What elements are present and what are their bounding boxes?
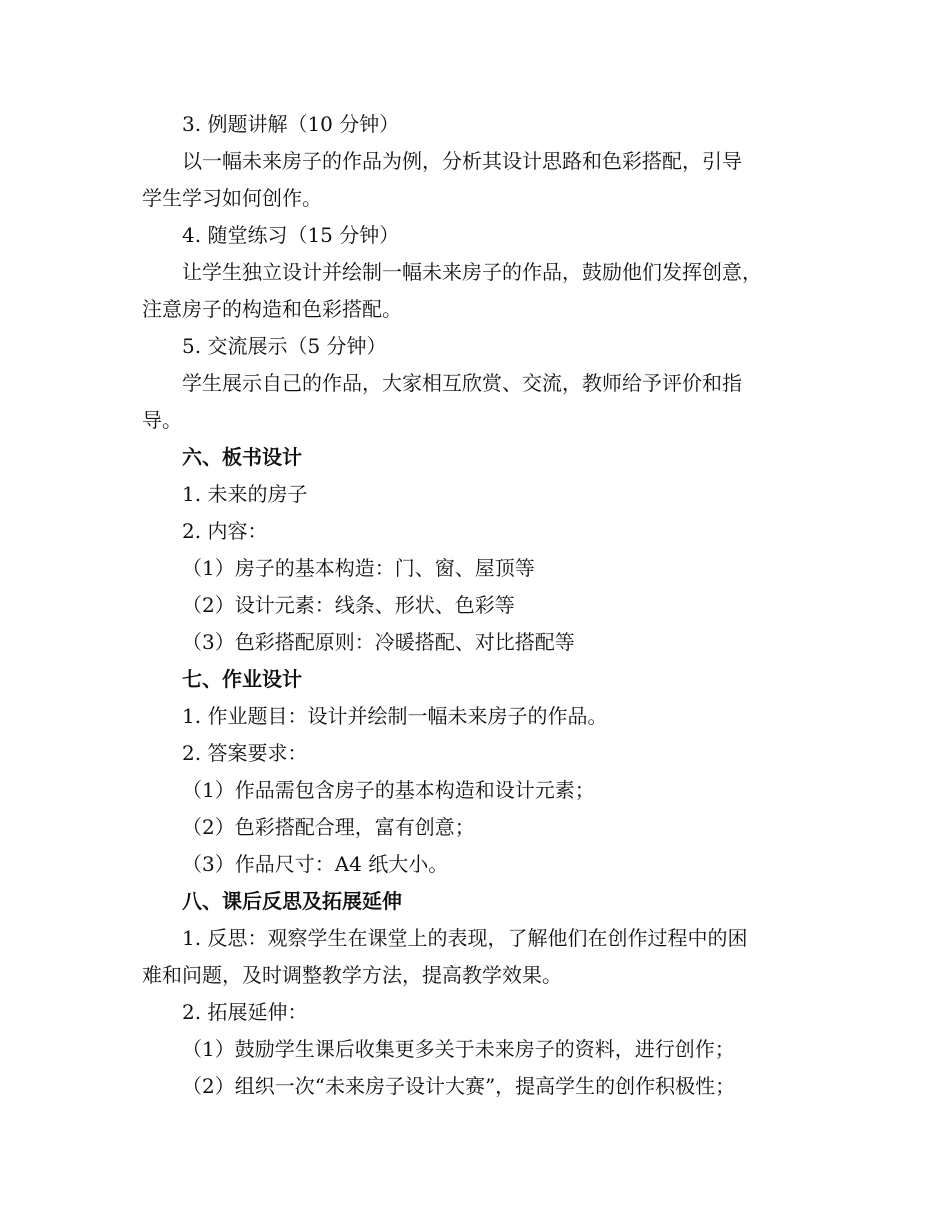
sub-list-item: （1）作品需包含房子的基本构造和设计元素；: [182, 778, 595, 802]
paragraph-line: 难和问题，及时调整教学方法，提高教学效果。: [142, 963, 562, 987]
document-body: [142, 106, 808, 1105]
sub-list-item: （2）设计元素：线条、形状、色彩等: [182, 593, 515, 617]
paragraph-line: 以一幅未来房子的作品为例，分析其设计思路和色彩搭配，引导: [182, 149, 742, 173]
list-item: 2. 拓展延伸：: [182, 1000, 308, 1024]
list-item: 1. 未来的房子: [182, 482, 308, 506]
list-item: 1. 反思：观察学生在课堂上的表现，了解他们在创作过程中的困: [182, 926, 748, 950]
paragraph-line: 注意房子的构造和色彩搭配。: [142, 297, 402, 321]
list-item: 2. 答案要求：: [182, 741, 308, 765]
sub-list-item: （2）色彩搭配合理，富有创意；: [182, 815, 475, 839]
sub-list-item: （3）色彩搭配原则：冷暖搭配、对比搭配等: [182, 630, 575, 654]
sub-list-item: （1）房子的基本构造：门、窗、屋顶等: [182, 556, 535, 580]
list-item: 4. 随堂练习（15 分钟）: [182, 223, 400, 247]
paragraph-line: 导。: [142, 408, 182, 432]
list-item: 5. 交流展示（5 分钟）: [182, 334, 387, 358]
paragraph-line: 学生学习如何创作。: [142, 186, 322, 210]
list-item: 1. 作业题目：设计并绘制一幅未来房子的作品。: [182, 704, 608, 728]
sub-list-item: （1）鼓励学生课后收集更多关于未来房子的资料，进行创作；: [182, 1037, 735, 1061]
list-item: 2. 内容：: [182, 519, 268, 543]
paragraph-line: 让学生独立设计并绘制一幅未来房子的作品，鼓励他们发挥创意，: [182, 260, 762, 284]
list-item: 3. 例题讲解（10 分钟）: [182, 112, 400, 136]
section-heading: 七、作业设计: [182, 667, 302, 691]
paragraph-line: 学生展示自己的作品，大家相互欣赏、交流，教师给予评价和指: [182, 371, 742, 395]
sub-list-item: （2）组织一次“未来房子设计大赛”，提高学生的创作积极性；: [182, 1074, 736, 1098]
section-heading: 八、课后反思及拓展延伸: [182, 889, 402, 913]
sub-list-item: （3）作品尺寸：A4 纸大小。: [182, 852, 449, 876]
section-heading: 六、板书设计: [182, 445, 302, 469]
